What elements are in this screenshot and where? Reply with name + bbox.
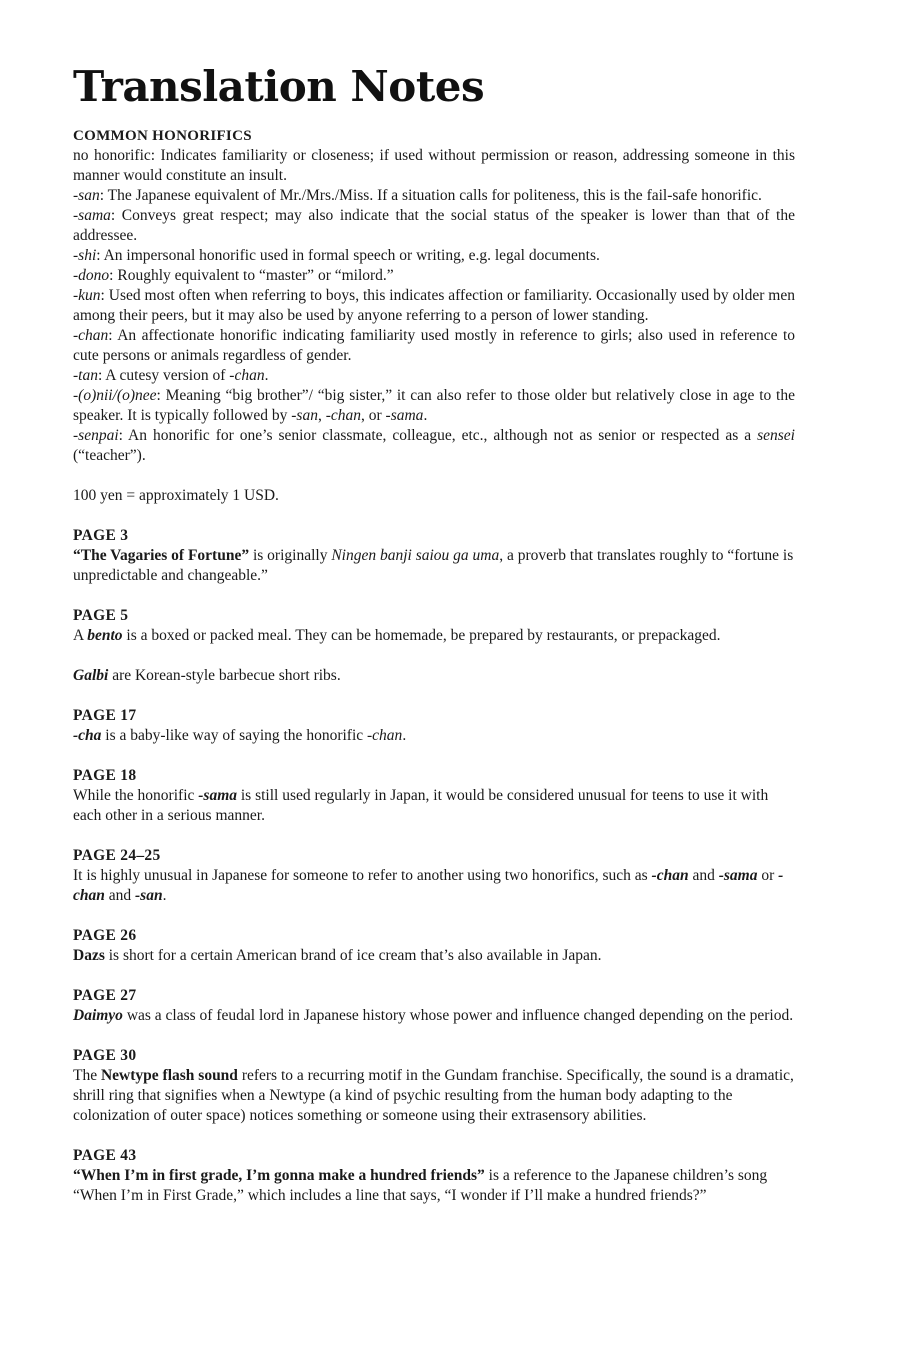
honorific-entry: -kun: Used most often when referring to boys, this indicates affection or familiarity. Occasionally used by older men among their peers, but it may also be used by anyone referring to a person of lower standing. <box>73 287 795 324</box>
page-heading: PAGE 26 <box>73 927 137 944</box>
note-text: The Newtype flash sound refers to a recurring motif in the Gundam franchise. Specifically, the sound is a dramatic, shrill ring that signifies when a Newtype (a kind of psychic resulting from the human body adapting to the colonization of outer space) notices something or someone using their extrasensory abilities. <box>73 1067 794 1124</box>
honorific-entry: -dono: Roughly equivalent to “master” or “milord.” <box>73 267 394 284</box>
currency-note: 100 yen = approximately 1 USD. <box>73 487 279 504</box>
page-heading: PAGE 24–25 <box>73 847 161 864</box>
note-text: Daimyo was a class of feudal lord in Japanese history whose power and influence changed depending on the period. <box>73 1007 794 1024</box>
note-text: It is highly unusual in Japanese for someone to refer to another using two honorifics, such as -chan and -sama or -chan and -san. <box>73 867 784 904</box>
note-text: Dazs is short for a certain American brand of ice cream that’s also available in Japan. <box>73 947 602 964</box>
page-heading: PAGE 18 <box>73 767 137 784</box>
note-text: “When I’m in first grade, I’m gonna make a hundred friends” is a reference to the Japanese children’s song “When I’m in First Grade,” which includes a line that says, “I wonder if I’ll make a hundred friends?” <box>73 1167 768 1204</box>
note-text: -cha is a baby-like way of saying the honorific -chan. <box>73 727 407 744</box>
honorific-entry: -chan: An affectionate honorific indicating familiarity used mostly in reference to girls; also used in reference to cute persons or animals regardless of gender. <box>73 327 795 364</box>
honorific-entry: -(o)nii/(o)nee: Meaning “big brother”/ “big sister,” it can also refer to those older but relatively close in age to the speaker. It is typically followed by -san, -chan, or -sama. <box>73 387 795 424</box>
honorific-entry: -senpai: An honorific for one’s senior classmate, colleague, etc., although not as senior or respected as a sensei (“teacher”). <box>73 427 795 464</box>
notes-body <box>73 466 795 1206</box>
page-heading: PAGE 43 <box>73 1147 137 1164</box>
note-text: Galbi are Korean-style barbecue short ribs. <box>73 667 341 684</box>
page-title: Translation Notes <box>73 62 485 111</box>
section-heading: COMMON HONORIFICS <box>73 128 252 144</box>
honorific-entry: -san: The Japanese equivalent of Mr./Mrs./Miss. If a situation calls for politeness, this is the fail-safe honorific. <box>73 187 762 204</box>
page-heading: PAGE 17 <box>73 707 137 724</box>
note-text: While the honorific -sama is still used regularly in Japan, it would be considered unusual for teens to use it with each other in a serious manner. <box>73 787 769 824</box>
honorifics-section <box>73 126 795 466</box>
page-heading: PAGE 27 <box>73 987 137 1004</box>
note-text: A bento is a boxed or packed meal. They can be homemade, be prepared by restaurants, or prepackaged. <box>73 627 721 644</box>
note-text: “The Vagaries of Fortune” is originally Ningen banji saiou ga uma, a proverb that translates roughly to “fortune is unpredictable and changeable.” <box>73 547 794 584</box>
honorific-entry: -tan: A cutesy version of -chan. <box>73 367 269 384</box>
page-heading: PAGE 5 <box>73 607 129 624</box>
translation-notes-page <box>73 62 795 1206</box>
honorific-entry: no honorific: Indicates familiarity or closeness; if used without permission or reason, addressing someone in this manner would constitute an insult. <box>73 147 795 184</box>
page-heading: PAGE 3 <box>73 527 129 544</box>
honorific-entry: -sama: Conveys great respect; may also indicate that the social status of the speaker is lower than that of the addressee. <box>73 207 795 244</box>
honorific-entry: -shi: An impersonal honorific used in formal speech or writing, e.g. legal documents. <box>73 247 600 264</box>
page-heading: PAGE 30 <box>73 1047 137 1064</box>
